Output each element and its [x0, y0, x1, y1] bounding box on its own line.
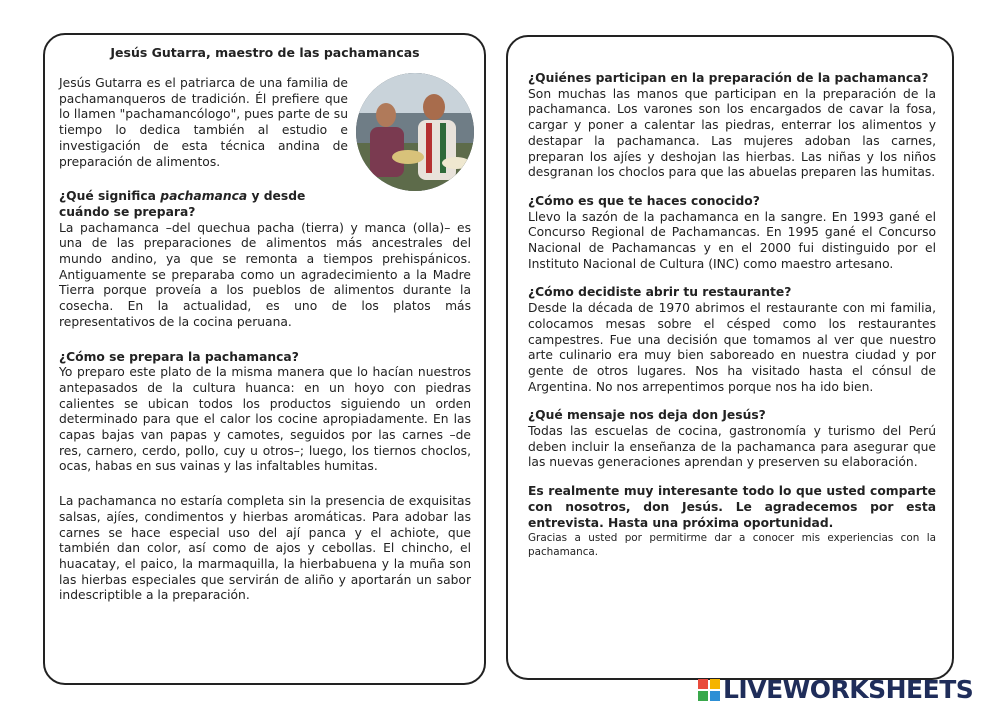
question-heading-1: ¿Qué significa pachamanca y desde cuándo se prepara?: [59, 189, 306, 219]
portrait-photo: [356, 73, 474, 191]
answer-paragraph-3: La pachamanca no estaría completa sin la presencia de exquisitas salsas, ajíes, condimentos y hierbas aromáticas. Para adobar las carnes se hace especial uso del ají panca y el achiote, que también dan color, así como de ajos y cebollas. El chincho, el huacatay, el paico, la marmaquilla, la hierbabuena y la muña son las hierbas especiales que servirán de aliño y aportarán un sabor indescriptible a la preparación.: [59, 494, 471, 603]
left-column-card: [43, 33, 486, 685]
answer-paragraph-1: La pachamanca –del quechua pacha (tierra) y manca (olla)– es una de las preparaciones de alimentos más ancestrales del mundo andino, ya que se remonta a tiempos prehispánicos. Antiguamente se preparaba como un agradecimiento a la Madre Tierra porque proveía a los pueblos de alimentos durante la cosecha. En la actualidad, es uno de los platos más representativos de la cocina peruana.: [59, 220, 471, 329]
question-heading-5: ¿Cómo decidiste abrir tu restaurante?: [528, 285, 792, 300]
question-heading-2: ¿Cómo se prepara la pachamanca?: [59, 349, 299, 364]
answer-paragraph-6: Desde la década de 1970 abrimos el restaurante con mi familia, colocamos mesas sobre el césped como los restaurantes campestres. Fue una decisión que tomamos al ver que nuestro arte culinario era muy bien saboreado en nuestra ciudad y por gente de otros lugares. Nos ha visitado hasta el cónsul de Argentina. No nos arrepentimos porque nos ha ido bien.: [528, 301, 936, 394]
question-heading-4: ¿Cómo es que te haces conocido?: [528, 193, 760, 208]
logo-text: LIVEWORKSHEETS: [723, 675, 974, 704]
question-heading-6: ¿Qué mensaje nos deja don Jesús?: [528, 408, 766, 423]
question-heading-3: ¿Quiénes participan en la preparación de la pachamanca?: [528, 71, 929, 85]
closing-reply: Gracias a usted por permitirme dar a conocer mis experiencias con la pachamanca.: [528, 532, 936, 558]
answer-paragraph-5: Llevo la sazón de la pachamanca en la sangre. En 1993 gané el Concurso Regional de Pachamancas. En 1995 gané el Concurso Nacional de Pachamancas y en el 2000 fui distinguido por el Instituto Nacional de Cultura (INC) como maestro artesano.: [528, 209, 936, 271]
right-column-card: [506, 35, 954, 680]
photo-illustration: [356, 73, 474, 191]
answer-paragraph-2: Yo preparo este plato de la misma manera que lo hacían nuestros antepasados de la cultura huanca: en un hoyo con piedras calientes se ubican todos los productos siguiendo un orden determinado para que el calor los cocine apropiadamente. En las capas bajas van papas y camotes, seguidos por las carnes –de res, carnero, cerdo, pollo, cuy u otros–; luego, los tiernos choclos, ocas, habas en sus vainas y las infaltables humitas.: [59, 365, 471, 474]
logo-mark-icon: [698, 679, 720, 701]
closing-statement: Es realmente muy interesante todo lo que usted comparte con nosotros, don Jesús. Le agradecemos por esta entrevista. Hasta una próxima oportunidad.: [528, 484, 936, 530]
article-title: Jesús Gutarra, maestro de las pachamancas: [110, 45, 420, 60]
answer-paragraph-7: Todas las escuelas de cocina, gastronomía y turismo del Perú deben incluir la enseñanza de la pachamanca para asegurar que las nuevas generaciones aprendan y preserven su elaboración.: [528, 424, 936, 470]
intro-paragraph: Jesús Gutarra es el patriarca de una familia de pachamanqueros de tradición. Él prefiere que lo llamen "pachamancólogo", pues parte de su tiempo lo dedica también al estudio e investigación de esta técnica andina de preparación de alimentos.: [59, 76, 348, 169]
emphasis-term: pachamanca: [160, 189, 248, 204]
answer-paragraph-4: Son muchas las manos que participan en la preparación de la pachamanca. Los varones son los encargados de cavar la fosa, cargar y poner a calentar las piedras, enterrar los alimentos y destapar la pachamanca. Las mujeres adoban las carnes, preparan los ajíes y deshojan las hierbas. Las niñas y los niños desgranan los choclos para que las abuelas preparen las humitas.: [528, 86, 936, 180]
liveworksheets-logo: [698, 675, 973, 704]
